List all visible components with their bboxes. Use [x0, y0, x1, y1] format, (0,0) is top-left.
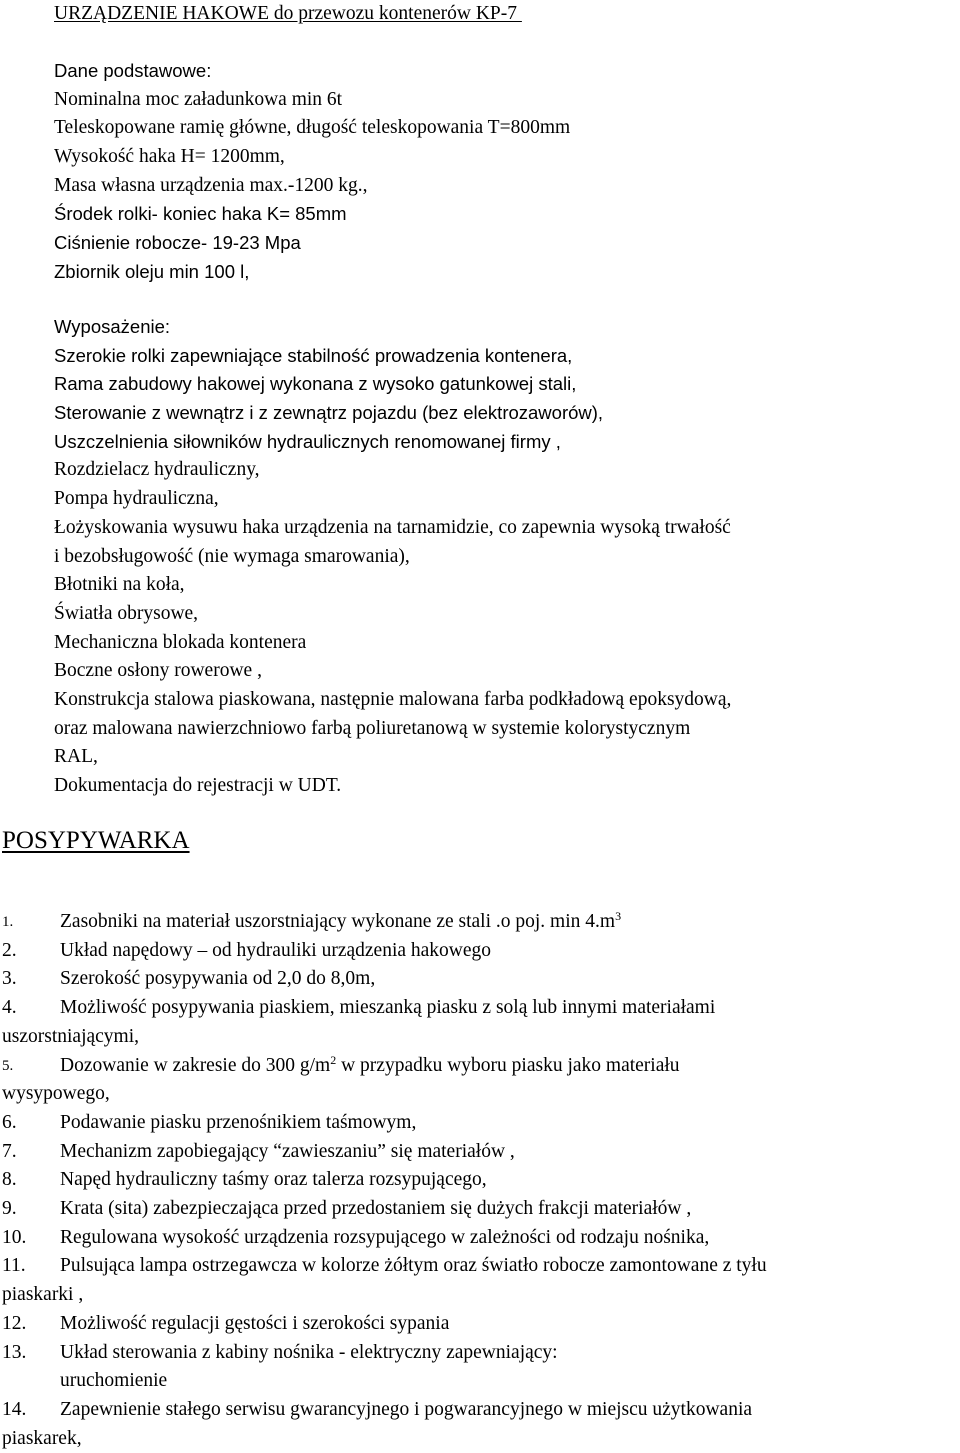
equipment-line: oraz malowana nawierzchniowo farbą poliuretanową w systemie kolorystycznym [54, 717, 691, 739]
item-number: 9. [2, 1198, 17, 1220]
item-number: 8. [2, 1169, 17, 1191]
posypywarka-list [2, 908, 958, 1453]
list-item [2, 908, 958, 937]
document-title: URZĄDZENIE HAKOWE do przewozu kontenerów KP-7 [54, 3, 522, 24]
item-number: 1. [2, 914, 14, 930]
item-number: 14. [2, 1398, 27, 1420]
list-item [2, 1195, 958, 1224]
item-continuation: uszorstniającymi, [2, 1025, 140, 1047]
item-superscript: 2 [330, 1052, 337, 1067]
equipment-line: RAL, [54, 746, 98, 768]
list-item [2, 1339, 958, 1396]
list-item [2, 1109, 958, 1138]
list-item [2, 1252, 958, 1309]
equipment-line: Konstrukcja stalowa piaskowana, następnie malowana farba podkładową epoksydową, [54, 688, 732, 710]
equipment-line: Uszczelnienia siłowników hydraulicznych renomowanej firmy , [54, 430, 561, 452]
list-item [2, 1166, 958, 1195]
item-text: Układ sterowania z kabiny nośnika - elektryczny zapewniający: [60, 1341, 558, 1363]
equipment-list [54, 313, 731, 801]
list-item [2, 965, 958, 994]
item-sub-line: uruchomienie [60, 1370, 168, 1392]
equipment-heading: Wyposażenie: [54, 316, 171, 337]
basic-data-line: Ciśnienie robocze- 19-23 Mpa [54, 232, 301, 254]
equipment-line: Szerokie rolki zapewniające stabilność prowadzenia kontenera, [54, 344, 573, 366]
list-item [2, 1310, 958, 1339]
basic-data-line: Teleskopowane ramię główne, długość teleskopowania T=800mm [54, 117, 571, 139]
equipment-line: Rama zabudowy hakowej wykonana z wysoko gatunkowej stali, [54, 373, 577, 395]
item-text: Możliwość regulacji gęstości i szerokości sypania [60, 1312, 450, 1334]
basic-data-line: Wysokość haka H= 1200mm, [54, 146, 285, 168]
basic-data-line: Nominalna moc załadunkowa min 6t [54, 88, 343, 110]
equipment-line: Sterowanie z wewnątrz i z zewnątrz pojazdu (bez elektrozaworów), [54, 402, 604, 424]
item-superscript: 3 [615, 909, 622, 923]
item-text: Mechanizm zapobiegający “zawieszaniu” się materiałów , [60, 1140, 515, 1162]
item-number: 4. [2, 997, 17, 1019]
list-item [2, 1052, 958, 1109]
list-item [2, 1224, 958, 1253]
item-number: 12. [2, 1312, 27, 1334]
item-text: Zasobniki na materiał uszorstniający wykonane ze stali .o poj. min 4.m [60, 911, 616, 932]
item-number: 11. [2, 1255, 26, 1277]
basic-data-line: Masa własna urządzenia max.-1200 kg., [54, 174, 368, 196]
list-item [2, 1396, 958, 1453]
basic-data-heading: Dane podstawowe: [54, 60, 212, 81]
item-number: 6. [2, 1111, 17, 1133]
equipment-line: Rozdzielacz hydrauliczny, [54, 459, 260, 481]
equipment-line: Dokumentacja do rejestracji w UDT. [54, 775, 342, 796]
equipment-line: Pompa hydrauliczna, [54, 488, 219, 510]
item-continuation: wysypowego, [2, 1083, 110, 1105]
basic-data-list [54, 57, 570, 287]
equipment-line: Łożyskowania wysuwu haka urządzenia na tarnamidzie, co zapewnia wysoką trwałość [54, 516, 731, 538]
item-continuation: piaskarek, [2, 1427, 82, 1449]
item-number: 10. [2, 1226, 27, 1248]
item-text: Krata (sita) zabezpieczająca przed przedostaniem się dużych frakcji materiałów , [60, 1198, 692, 1220]
equipment-line: Boczne osłony rowerowe , [54, 660, 262, 682]
item-number: 13. [2, 1341, 27, 1363]
item-text: Pulsująca lampa ostrzegawcza w kolorze żółtym oraz światło robocze zamontowane z tyłu [60, 1255, 767, 1277]
list-item [2, 994, 958, 1051]
equipment-line: Światła obrysowe, [54, 602, 199, 624]
item-text: Szerokość posypywania od 2,0 do 8,0m, [60, 968, 376, 990]
item-number: 3. [2, 968, 17, 990]
equipment-line: Błotniki na koła, [54, 574, 185, 596]
item-text: Zapewnienie stałego serwisu gwarancyjnego i pogwarancyjnego w miejscu użytkowania [60, 1398, 753, 1420]
list-item [2, 1138, 958, 1167]
basic-data-line: Zbiornik oleju min 100 l, [54, 260, 250, 282]
equipment-line: i bezobsługowość (nie wymaga smarowania), [54, 545, 410, 567]
item-text: Regulowana wysokość urządzenia rozsypującego w zależności od rodzaju nośnika, [60, 1226, 710, 1248]
item-text: Dozowanie w zakresie do 300 g/m [60, 1054, 331, 1076]
equipment-line: Mechaniczna blokada kontenera [54, 631, 307, 653]
item-text: Układ napędowy – od hydrauliki urządzenia hakowego [60, 939, 492, 961]
item-number: 2. [2, 939, 17, 961]
item-text: Podawanie piasku przenośnikiem taśmowym, [60, 1111, 417, 1133]
item-text: Napęd hydrauliczny taśmy oraz talerza rozsypującego, [60, 1169, 487, 1191]
item-text: Możliwość posypywania piaskiem, mieszanką piasku z solą lub innymi materiałami [60, 997, 716, 1019]
basic-data-line: Środek rolki- koniec haka K= 85mm [54, 203, 347, 225]
list-item [2, 937, 958, 966]
section-heading-posypywarka: POSYPYWARKA [2, 827, 190, 854]
item-continuation: piaskarki , [2, 1284, 84, 1306]
item-number: 7. [2, 1140, 17, 1162]
item-text-after: w przypadku wyboru piasku jako materiału [336, 1054, 680, 1076]
item-number: 5. [2, 1057, 14, 1074]
